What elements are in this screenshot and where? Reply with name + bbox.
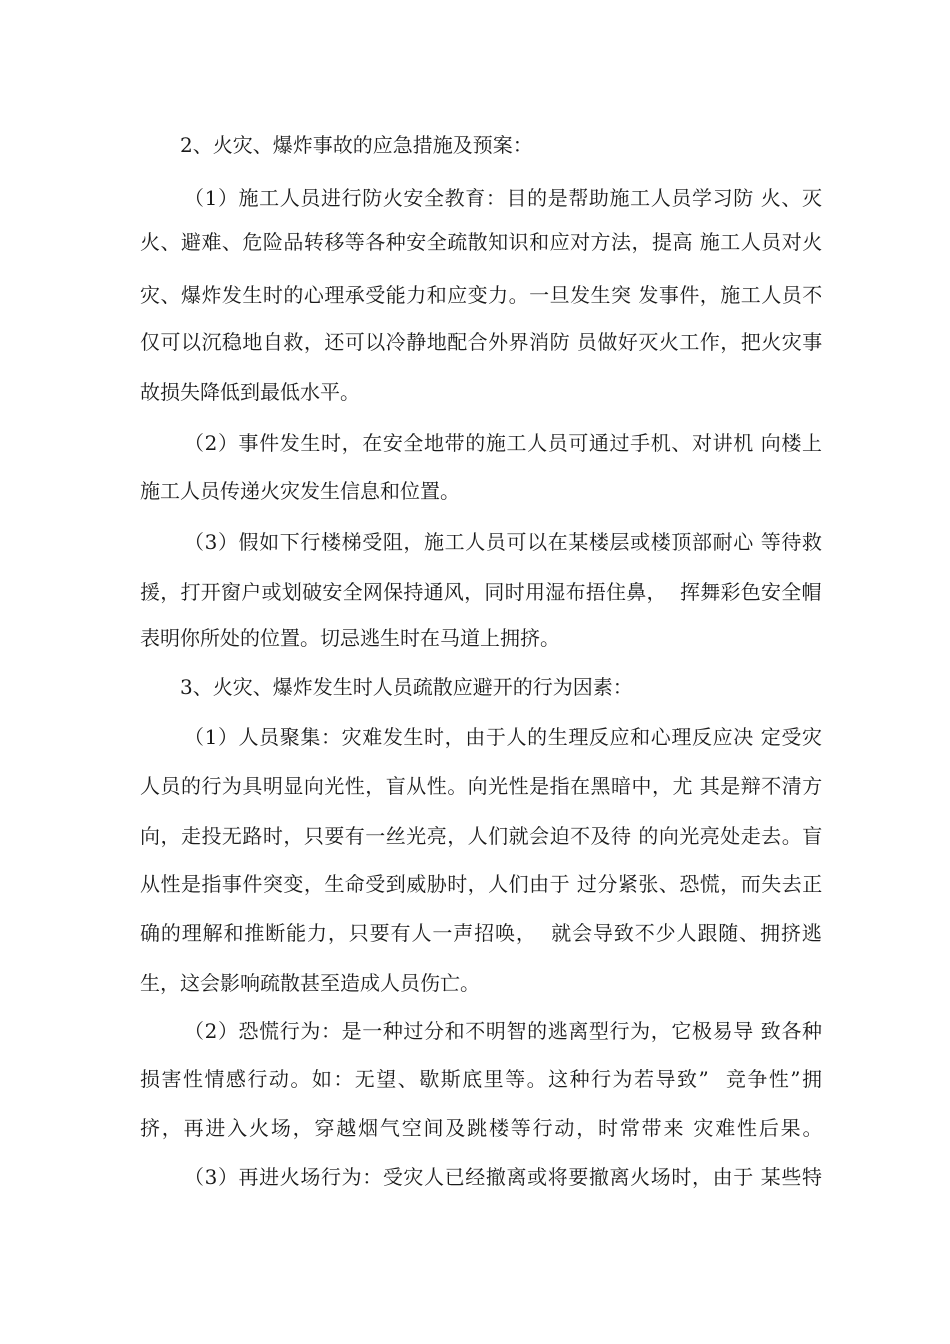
line-13: （1）人员聚集：灾难发生时，由于人的生理反应和心理反应决 定受灾 [184,725,823,749]
line-15: 向，走投无路时，只要有一丝光亮，人们就会迫不及待 的向光亮处走去。盲 [140,824,823,848]
line-2: （1）施工人员进行防火安全教育：目的是帮助施工人员学习防 火、灭 [184,186,823,210]
line-18: 生，这会影响疏散甚至造成人员伤亡。 [140,971,480,995]
line-21: 挤，再进入火场，穿越烟气空间及跳楼等行动，时常带来 灾难性后果。 [140,1116,825,1140]
line-8: 施工人员传递火灾发生信息和位置。 [140,479,460,503]
line-6: 故损失降低到最低水平。 [140,380,360,404]
line-4: 灾、爆炸发生时的心理承受能力和应变力。一旦发生突 发事件，施工人员不 [140,283,823,307]
line-11: 表明你所处的位置。切忌逃生时在马道上拥挤。 [140,626,560,650]
line-12: 3、火灾、爆炸发生时人员疏散应避开的行为因素： [180,675,633,699]
line-14: 人员的行为具明显向光性，盲从性。向光性是指在黑暗中，尤 其是辩不清方 [140,774,823,798]
line-3: 火、避难、危险品转移等各种安全疏散知识和应对方法，提高 施工人员对火 [140,230,823,254]
line-7: （2）事件发生时，在安全地带的施工人员可通过手机、对讲机 向楼上 [184,431,823,455]
line-5: 仅可以沉稳地自救，还可以冷静地配合外界消防 员做好灭火工作，把火灾事 [140,330,823,354]
line-20: 损害性情感行动。如：无望、歇斯底里等。这种行为若导致” 竞争性”拥 [140,1067,824,1091]
line-1: 2、火灾、爆炸事故的应急措施及预案： [180,133,533,157]
line-10: 援，打开窗户或划破安全网保持通风，同时用湿布捂住鼻， 挥舞彩色安全帽 [140,580,822,604]
line-9: （3）假如下行楼梯受阻，施工人员可以在某楼层或楼顶部耐心 等待救 [184,530,823,554]
line-16: 从性是指事件突变，生命受到威胁时，人们由于 过分紧张、恐慌，而失去正 [140,872,823,896]
line-22: （3）再进火场行为：受灾人已经撤离或将要撤离火场时，由于 某些特 [184,1165,823,1189]
line-17: 确的理解和推断能力，只要有人一声招唤， 就会导致不少人跟随、拥挤逃 [140,921,823,945]
line-19: （2）恐慌行为：是一种过分和不明智的逃离型行为，它极易导 致各种 [184,1019,823,1043]
